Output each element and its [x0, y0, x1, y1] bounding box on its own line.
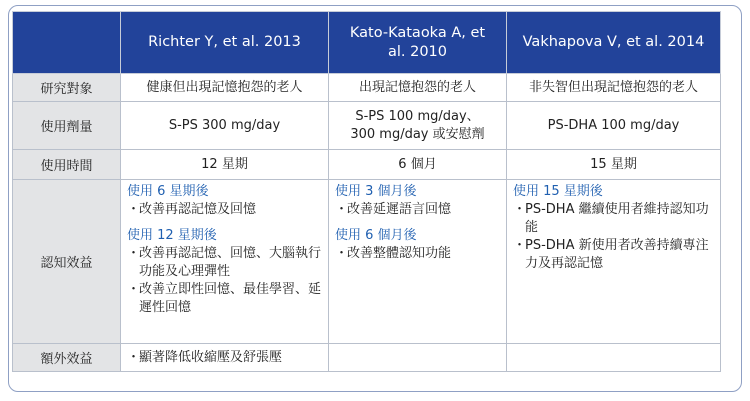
row-label-cognitive: 認知效益 [13, 180, 121, 344]
bullet: ・ [513, 202, 527, 217]
list-item [127, 201, 324, 219]
cell-dose-kato-line1: S-PS 100 mg/day、 [355, 108, 480, 124]
header-richter: Richter Y, et al. 2013 [121, 12, 329, 74]
list-item-text: 改善延遲語言回憶 [347, 202, 452, 217]
bullet: ・ [335, 202, 349, 217]
cell-cognitive-vakhapova [507, 180, 721, 344]
cell-dose-richter: S-PS 300 mg/day [121, 102, 329, 150]
row-subjects [13, 74, 721, 102]
bullet: ・ [127, 349, 141, 365]
vakhapova-heading-15-weeks: 使用 15 星期後 [513, 184, 603, 199]
list-item [335, 245, 502, 263]
cell-duration-richter: 12 星期 [121, 150, 329, 180]
bullet: ・ [127, 282, 141, 297]
cell-cognitive-richter [121, 180, 329, 344]
list-item-text: 改善再認記憶及回憶 [139, 202, 257, 217]
list-item-text: 改善立即性回憶、最佳學習、延遲性回憶 [139, 282, 322, 315]
cell-subjects-richter: 健康但出現記憶抱怨的老人 [121, 74, 329, 102]
header-kato-kataoka-text: Kato-Kataoka A, et al. 2010 [349, 24, 486, 60]
list-item [127, 281, 324, 317]
cell-dose-vakhapova: PS-DHA 100 mg/day [507, 102, 721, 150]
row-label-extra: 額外效益 [13, 344, 121, 372]
cell-subjects-kato: 出現記憶抱怨的老人 [329, 74, 507, 102]
cell-extra-kato [329, 344, 507, 372]
row-label-dose: 使用劑量 [13, 102, 121, 150]
header-kato-kataoka [329, 12, 507, 74]
cell-dose-kato-line2: 300 mg/day 或安慰劑 [350, 126, 485, 142]
row-duration [13, 150, 721, 180]
bullet: ・ [127, 202, 141, 217]
row-label-duration: 使用時間 [13, 150, 121, 180]
cell-extra-vakhapova [507, 344, 721, 372]
comparison-table [12, 11, 721, 372]
header-vakhapova: Vakhapova V, et al. 2014 [507, 12, 721, 74]
list-item-text: 改善整體認知功能 [347, 246, 452, 261]
kato-heading-6-months: 使用 6 個月後 [335, 228, 417, 243]
list-item [335, 201, 502, 219]
row-dose [13, 102, 721, 150]
list-item-text: 顯著降低收縮壓及舒張壓 [139, 349, 283, 365]
richter-heading-12-weeks: 使用 12 星期後 [127, 228, 217, 243]
list-item-text: PS-DHA 新使用者改善持續專注力及再認記憶 [525, 238, 709, 271]
row-cognitive [13, 180, 721, 344]
list-item [513, 201, 716, 237]
cell-cognitive-kato [329, 180, 507, 344]
cell-dose-kato [329, 102, 507, 150]
richter-heading-6-weeks: 使用 6 星期後 [127, 184, 209, 199]
bullet: ・ [513, 238, 527, 253]
cell-extra-richter [121, 344, 329, 372]
list-item [127, 349, 324, 367]
list-item-text: PS-DHA 繼續使用者維持認知功能 [525, 202, 709, 235]
list-item-text: 改善再認記憶、回憶、大腦執行功能及心理彈性 [139, 246, 322, 279]
row-label-subjects: 研究對象 [13, 74, 121, 102]
header-corner-cell [13, 12, 121, 74]
cell-subjects-vakhapova: 非失智但出現記憶抱怨的老人 [507, 74, 721, 102]
bullet: ・ [335, 246, 349, 261]
cell-duration-kato: 6 個月 [329, 150, 507, 180]
header-row [13, 12, 721, 74]
list-item [513, 237, 716, 273]
kato-heading-3-months: 使用 3 個月後 [335, 184, 417, 199]
cell-duration-vakhapova: 15 星期 [507, 150, 721, 180]
row-extra [13, 344, 721, 372]
bullet: ・ [127, 246, 141, 261]
list-item [127, 245, 324, 281]
